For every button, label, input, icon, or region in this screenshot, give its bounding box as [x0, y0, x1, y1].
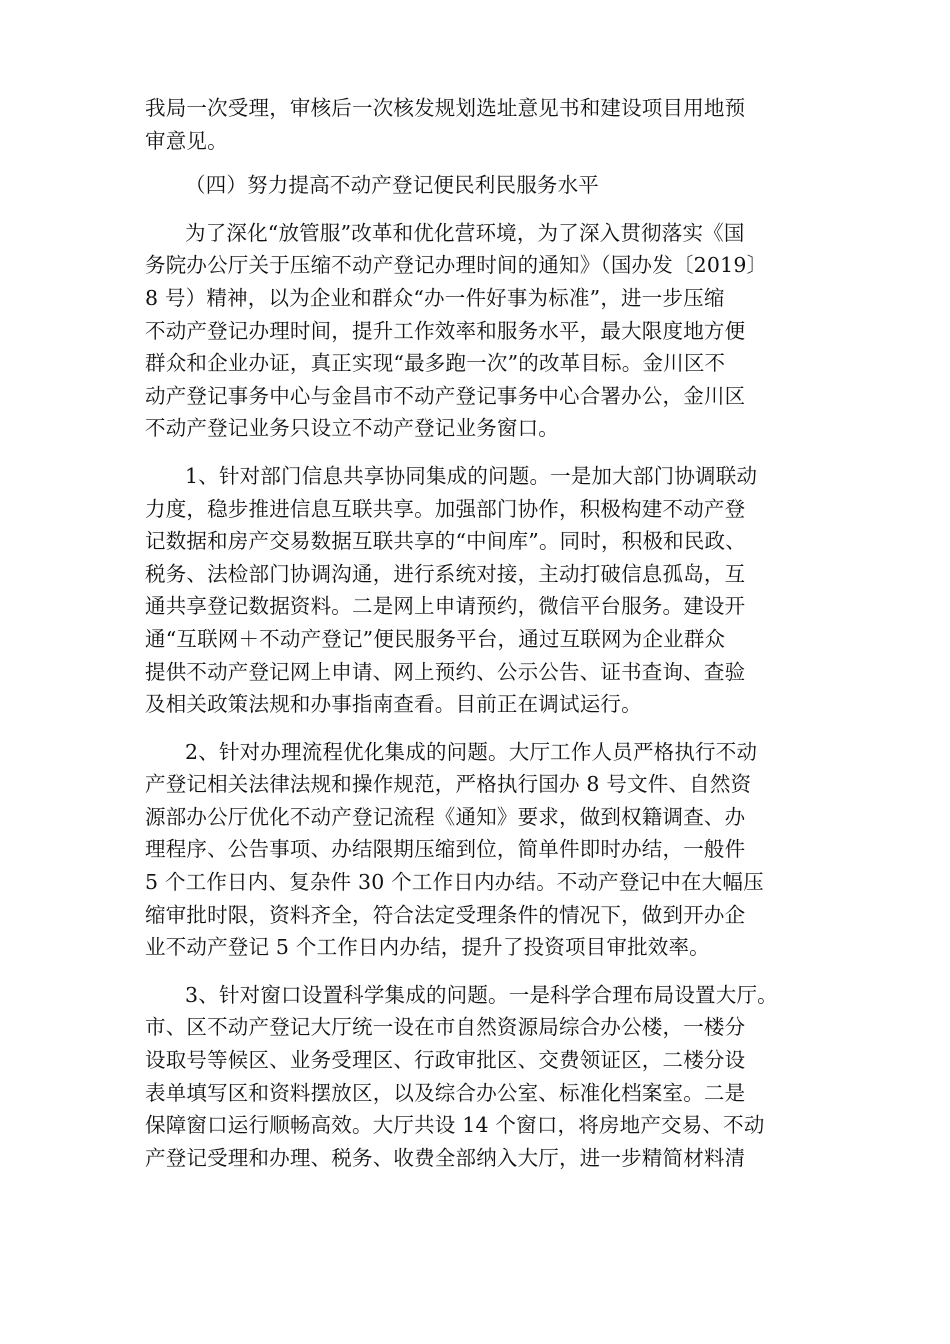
text-line: 5 个工作日内、复杂件 30 个工作日内办结。不动产登记中在大幅压: [145, 870, 764, 895]
paragraph-item-1: [145, 460, 825, 721]
text-line: 市、区不动产登记大厅统一设在市自然资源局综合办公楼，一楼分: [145, 1015, 746, 1040]
text-line: 及相关政策法规和办事指南查看。目前正在调试运行。: [145, 692, 642, 717]
text-line: 群众和企业办证，真正实现“最多跑一次”的改革目标。金川区不: [145, 351, 726, 376]
text-line: 表单填写区和资料摆放区，以及综合办公室、标准化档案室。二是: [145, 1080, 746, 1105]
section-heading: [145, 169, 825, 202]
text-line: 不动产登记办理时间，提升工作效率和服务水平，最大限度地方便: [145, 318, 746, 343]
text-line: 审意见。: [145, 128, 228, 153]
paragraph-continuation: [145, 92, 825, 157]
text-line: 源部办公厅优化不动产登记流程《通知》要求，做到权籍调查、办: [145, 804, 746, 829]
text-line: 为了深化“放管服”改革和优化营环境，为了深入贯彻落实《国: [185, 220, 745, 245]
text-line: 缩审批时限，资料齐全，符合法定受理条件的情况下，做到开办企: [145, 902, 746, 927]
paragraph-intro: [145, 217, 825, 445]
text-line: 提供不动产登记网上申请、网上预约、公示公告、证书查询、查验: [145, 659, 746, 684]
text-line: 保障窗口运行顺畅高效。大厅共设 14 个窗口，将房地产交易、不动: [145, 1113, 765, 1138]
text-line: 3、针对窗口设置科学集成的问题。一是科学合理布局设置大厅。: [185, 982, 778, 1007]
paragraph-item-3: [145, 979, 825, 1175]
heading-text: （四）努力提高不动产登记便民利民服务水平: [185, 173, 599, 198]
text-line: 8 号）精神，以为企业和群众“办一件好事为标准”，进一步压缩: [145, 285, 725, 310]
text-line: 记数据和房产交易数据互联共享的“中间库”。同时，积极和民政、: [145, 529, 746, 554]
text-line: 力度，稳步推进信息互联共享。加强部门协作，积极构建不动产登: [145, 496, 746, 521]
text-line: 税务、法检部门协调沟通，进行系统对接，主动打破信息孤岛，互: [145, 561, 746, 586]
text-line: 理程序、公告事项、办结限期压缩到位，简单件即时办结，一般件: [145, 837, 746, 862]
document-page: [145, 92, 825, 1174]
text-line: 1、针对部门信息共享协同集成的问题。一是加大部门协调联动: [185, 463, 758, 488]
text-line: 不动产登记业务只设立不动产登记业务窗口。: [145, 416, 559, 441]
text-line: 通共享登记数据资料。二是网上申请预约，微信平台服务。建设开: [145, 594, 746, 619]
text-line: 设取号等候区、业务受理区、行政审批区、交费领证区，二楼分设: [145, 1048, 746, 1073]
text-line: 我局一次受理，审核后一次核发规划选址意见书和建设项目用地预: [145, 96, 746, 120]
text-line: 业不动产登记 5 个工作日内办结，提升了投资项目审批效率。: [145, 935, 710, 960]
text-line: 动产登记事务中心与金昌市不动产登记事务中心合署办公，金川区: [145, 383, 746, 408]
text-line: 产登记受理和办理、税务、收费全部纳入大厅，进一步精简材料清: [145, 1145, 746, 1170]
paragraph-item-2: [145, 736, 825, 964]
text-line: 产登记相关法律法规和操作规范，严格执行国办 8 号文件、自然资: [145, 772, 752, 797]
text-line: 2、针对办理流程优化集成的问题。大厅工作人员严格执行不动: [185, 739, 758, 764]
text-line: 务院办公厅关于压缩不动产登记办理时间的通知》（国办发〔2019〕: [145, 253, 768, 278]
text-line: 通“互联网＋不动产登记”便民服务平台，通过互联网为企业群众: [145, 626, 726, 651]
